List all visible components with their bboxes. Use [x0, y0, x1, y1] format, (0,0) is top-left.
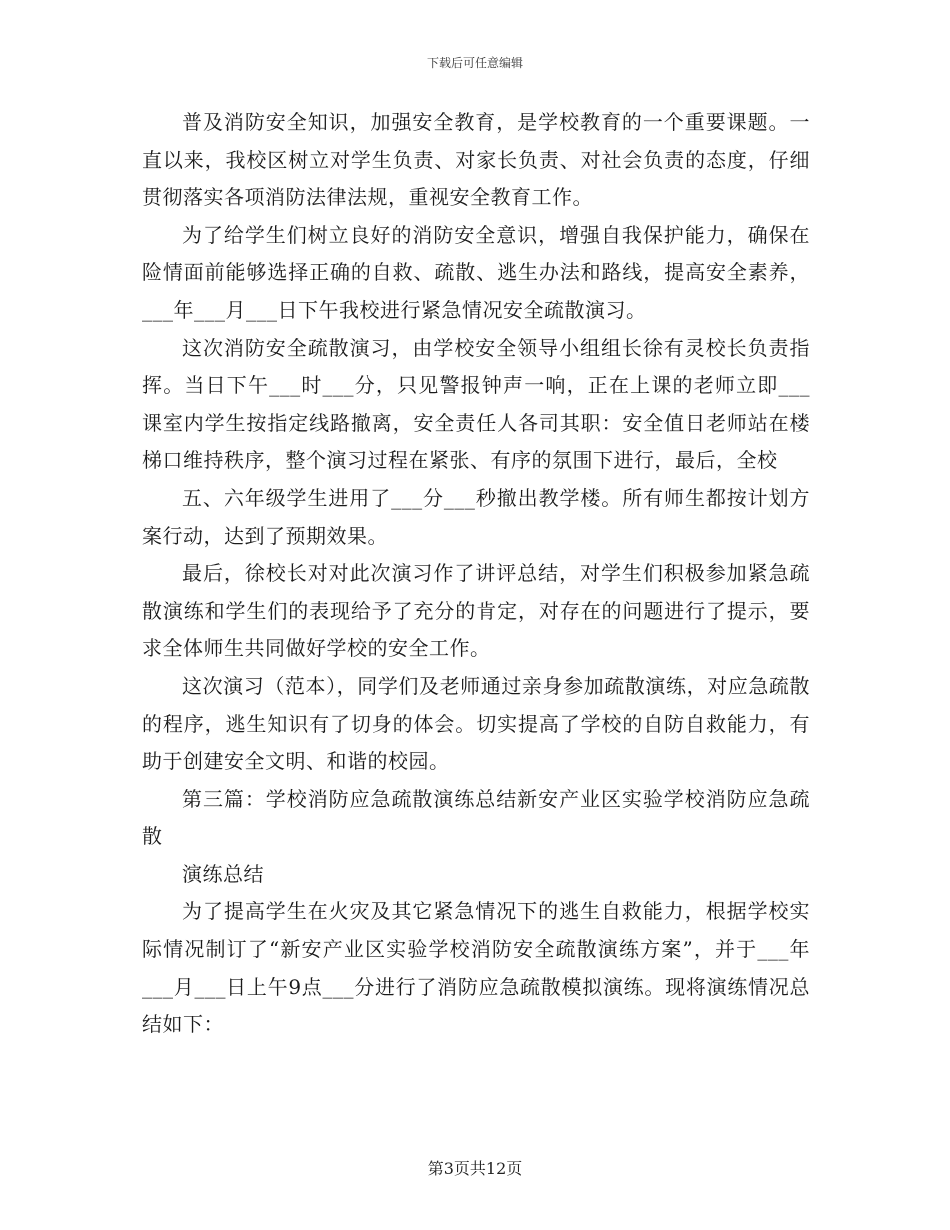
- paragraph-2: 为了给学生们树立良好的消防安全意识，增强自我保护能力，确保在险情面前能够选择正确的自救、疏散、逃生办法和路线，提高安全素养，___年___月___日下午我校进行紧急情况安全疏散演习。: [142, 222, 810, 322]
- paragraph-7: 为了提高学生在火灾及其它紧急情况下的逃生自救能力，根据学校实际情况制订了“新安产业区实验学校消防安全疏散演练方案”，并于___年___月___日上午9点___分进行了消防应急疏散模拟演练。现将演练情况总结如下：: [142, 899, 810, 1037]
- paragraph-5: 最后，徐校长对对此次演习作了讲评总结，对学生们积极参加紧急疏散演练和学生们的表现给予了充分的肯定，对存在的问题进行了提示，要求全体师生共同做好学校的安全工作。: [142, 561, 810, 661]
- paragraph-1: 普及消防安全知识，加强安全教育，是学校教育的一个重要课题。一直以来，我校区树立对学生负责、对家长负责、对社会负责的态度，仔细贯彻落实各项消防法律法规，重视安全教育工作。: [142, 110, 810, 210]
- document-body: [142, 104, 810, 1044]
- section-heading: 第三篇：学校消防应急疏散演练总结新安产业区实验学校消防应急疏散: [142, 786, 810, 849]
- paragraph-3: 这次消防安全疏散演习，由学校安全领导小组组长徐有灵校长负责指挥。当日下午___时___分，只见警报钟声一响，正在上课的老师立即___课室内学生按指定线路撤离，安全责任人各司其职：安全值日老师站在楼梯口维持秩序，整个演习过程在紧张、有序的氛围下进行，最后，全校: [142, 335, 810, 473]
- paragraph-6: 这次演习（范本），同学们及老师通过亲身参加疏散演练，对应急疏散的程序，逃生知识有了切身的体会。切实提高了学校的自防自救能力，有助于创建安全文明、和谐的校园。: [142, 673, 810, 774]
- paragraph-4: 五、六年级学生进用了___分___秒撤出教学楼。所有师生都按计划方案行动，达到了预期效果。: [142, 485, 810, 548]
- page-header: 下载后可任意编辑: [426, 56, 523, 70]
- page-footer: 第3页共12页: [427, 1159, 523, 1178]
- section-subheading: 演练总结: [182, 861, 264, 886]
